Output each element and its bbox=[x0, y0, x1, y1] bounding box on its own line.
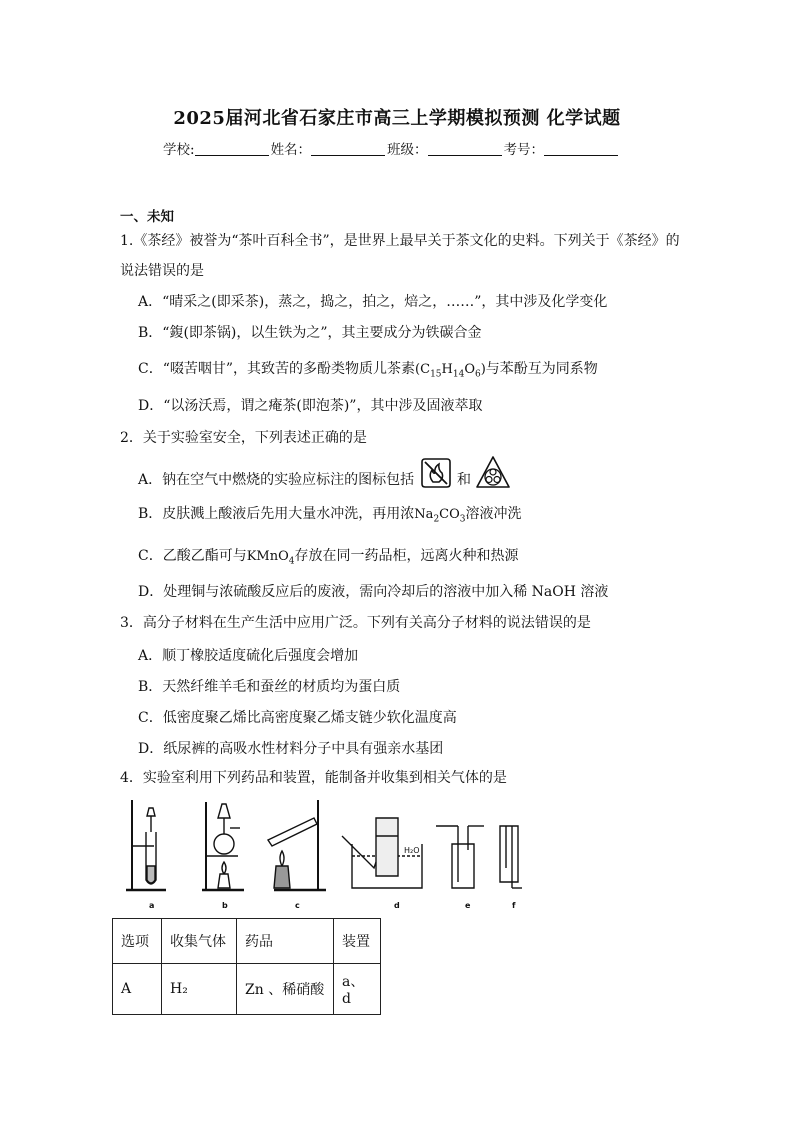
q3-option-b[interactable]: B．天然纤维羊毛和蚕丝的材质均为蛋白质 bbox=[138, 679, 401, 695]
q3-option-c[interactable]: C．低密度聚乙烯比高密度聚乙烯支链少软化温度高 bbox=[138, 710, 457, 726]
q2-option-c[interactable] bbox=[138, 545, 519, 567]
q1-option-a[interactable]: A．“晴采之(即采茶)，蒸之，捣之，拍之，焙之，……”，其中涉及化学变化 bbox=[138, 294, 608, 310]
header-gas: 收集气体 bbox=[162, 919, 237, 964]
label-f: f bbox=[512, 901, 516, 910]
sodium-carbonate-formula: $Na_2CO_3$ bbox=[414, 507, 466, 525]
apparatus-c bbox=[268, 800, 326, 890]
q2-c-text-end: 存放在同一药品柜，远离火种和热源 bbox=[294, 548, 519, 564]
q2-b-text: B．皮肤溅上酸液后先用大量水冲洗，再用浓 bbox=[138, 506, 415, 522]
number-blank[interactable] bbox=[544, 142, 618, 156]
q1-option-c[interactable] bbox=[138, 358, 598, 380]
table-row[interactable] bbox=[113, 964, 381, 1015]
fire-hazard-icon bbox=[419, 456, 453, 504]
q1-stem-line2: 说法错误的是 bbox=[120, 263, 204, 279]
q1-stem-line1: 1.《茶经》被誉为“茶叶百科全书”，是世界上最早关于茶文化的史料。下列关于《茶经》的 bbox=[120, 233, 680, 249]
apparatus-f bbox=[500, 826, 522, 888]
name-label: 姓名： bbox=[270, 142, 312, 158]
q1-option-b[interactable]: B．“鍑(即茶锅)，以生铁为之”，其主要成分为铁碳合金 bbox=[138, 325, 482, 341]
section-heading: 一、未知 bbox=[120, 209, 174, 225]
q2-b-text-end: 溶液冲洗 bbox=[465, 506, 522, 522]
q2-stem: 2．关于实验室安全，下列表述正确的是 bbox=[120, 430, 367, 446]
permanganate-formula: KMnO$_4$ bbox=[246, 549, 295, 567]
cell-option: A bbox=[113, 964, 162, 1015]
label-a: a bbox=[149, 901, 155, 910]
school-blank[interactable] bbox=[195, 142, 269, 156]
apparatus-b bbox=[202, 802, 244, 890]
q2-a-and: 和 bbox=[457, 472, 472, 488]
catechin-formula: $(C_{15}H_{14}O_6)$ bbox=[415, 362, 486, 380]
water-label: H₂O bbox=[404, 846, 420, 855]
header-apparatus: 装置 bbox=[334, 919, 381, 964]
q2-option-b[interactable] bbox=[138, 503, 522, 525]
class-blank[interactable] bbox=[428, 142, 502, 156]
q2-a-text: A．钠在空气中燃烧的实验应标注的图标包括 bbox=[138, 472, 415, 488]
q1-c-text: C．“啜苦咽甘”，其致苦的多酚类物质儿茶素 bbox=[138, 361, 416, 377]
q1-c-text-end: 与苯酚互为同系物 bbox=[485, 361, 598, 377]
header-option: 选项 bbox=[113, 919, 162, 964]
student-info bbox=[163, 138, 620, 158]
label-c: c bbox=[295, 901, 300, 910]
q2-option-a[interactable] bbox=[138, 455, 511, 491]
school-label: 学校: bbox=[163, 142, 195, 158]
label-e: e bbox=[465, 901, 471, 910]
q2-c-text: C．乙酸乙酯可与 bbox=[138, 548, 247, 564]
cell-gas: H₂ bbox=[162, 964, 237, 1015]
ventilation-fan-icon bbox=[475, 455, 511, 505]
cell-apparatus: a、d bbox=[334, 964, 381, 1015]
q1-option-d[interactable]: D．“以汤沃焉，谓之痷茶(即泡茶)”，其中涉及固液萃取 bbox=[138, 398, 483, 414]
q4-stem: 4．实验室利用下列药品和装置，能制备并收集到相关气体的是 bbox=[120, 770, 507, 786]
label-d: d bbox=[394, 901, 400, 910]
apparatus-a bbox=[126, 800, 166, 890]
label-b: b bbox=[222, 901, 228, 910]
name-blank[interactable] bbox=[311, 142, 385, 156]
q3-stem: 3．高分子材料在生产生活中应用广泛。下列有关高分子材料的说法错误的是 bbox=[120, 615, 591, 631]
table-header-row bbox=[113, 919, 381, 964]
q3-option-a[interactable]: A．顺丁橡胶适度硫化后强度会增加 bbox=[138, 648, 359, 664]
header-reagent: 药品 bbox=[237, 919, 334, 964]
apparatus-e bbox=[436, 826, 484, 888]
q2-option-d[interactable]: D．处理铜与浓硫酸反应后的废液，需向冷却后的溶液中加入稀 NaOH 溶液 bbox=[138, 584, 609, 600]
class-label: 班级： bbox=[387, 142, 428, 158]
apparatus-figure bbox=[114, 796, 534, 914]
exam-title: 2025届河北省石家庄市高三上学期模拟预测 化学试题 bbox=[173, 108, 621, 129]
number-label: 考号： bbox=[503, 142, 545, 158]
apparatus-d bbox=[342, 818, 422, 888]
q4-table bbox=[112, 918, 381, 1015]
q3-option-d[interactable]: D．纸尿裤的高吸水性材料分子中具有强亲水基团 bbox=[138, 741, 444, 757]
cell-reagent: Zn 、稀硝酸 bbox=[237, 964, 334, 1015]
